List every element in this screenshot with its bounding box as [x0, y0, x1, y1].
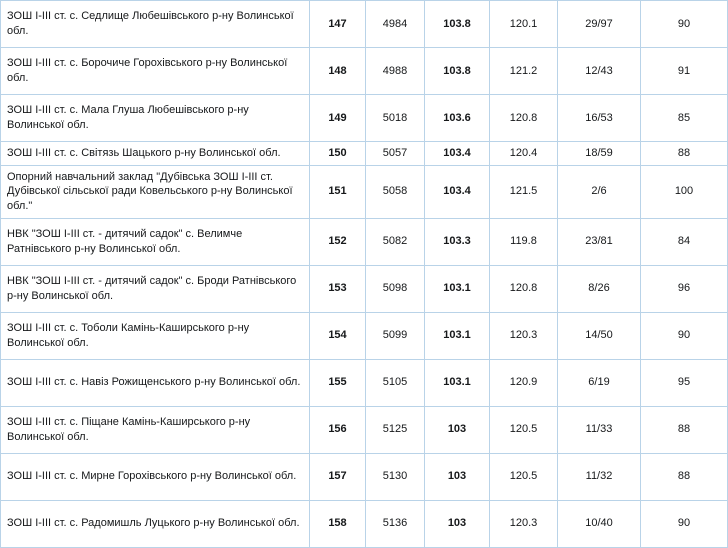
school-ratio: 8/26	[558, 265, 641, 312]
school-rank: 150	[310, 142, 366, 166]
school-last: 96	[641, 265, 728, 312]
school-name: ЗОШ I-III ст. с. Борочиче Горохівського р-ну Волинської обл.	[1, 48, 310, 95]
school-value2: 120.9	[490, 359, 558, 406]
school-value2: 120.5	[490, 453, 558, 500]
table-row	[1, 165, 728, 218]
school-value2: 120.8	[490, 265, 558, 312]
table-row	[1, 312, 728, 359]
school-code: 5018	[366, 95, 425, 142]
school-score: 103	[425, 406, 490, 453]
school-ratio: 10/40	[558, 500, 641, 547]
school-value2: 121.2	[490, 48, 558, 95]
school-score: 103.6	[425, 95, 490, 142]
school-ratio: 23/81	[558, 218, 641, 265]
table-body	[1, 1, 728, 548]
school-score: 103.3	[425, 218, 490, 265]
school-name: НВК "ЗОШ I-III ст. - дитячий садок" с. Велимче Ратнівського р-ну Волинської обл.	[1, 218, 310, 265]
table-row	[1, 500, 728, 547]
school-score: 103.4	[425, 142, 490, 166]
school-rank: 158	[310, 500, 366, 547]
school-rank: 151	[310, 165, 366, 218]
school-code: 4988	[366, 48, 425, 95]
school-rank: 157	[310, 453, 366, 500]
school-score: 103.4	[425, 165, 490, 218]
school-last: 88	[641, 142, 728, 166]
table-row	[1, 218, 728, 265]
school-value2: 120.3	[490, 500, 558, 547]
school-code: 5105	[366, 359, 425, 406]
school-name: ЗОШ I-III ст. с. Мала Глуша Любешівського р-ну Волинської обл.	[1, 95, 310, 142]
school-last: 88	[641, 453, 728, 500]
school-last: 91	[641, 48, 728, 95]
school-last: 90	[641, 500, 728, 547]
school-last: 90	[641, 1, 728, 48]
school-name: ЗОШ I-III ст. с. Седлище Любешівського р-ну Волинської обл.	[1, 1, 310, 48]
school-name: ЗОШ I-III ст. с. Мирне Горохівського р-ну Волинської обл.	[1, 453, 310, 500]
school-ratio: 16/53	[558, 95, 641, 142]
school-score: 103.1	[425, 265, 490, 312]
school-rank: 156	[310, 406, 366, 453]
school-score: 103	[425, 453, 490, 500]
school-code: 5058	[366, 165, 425, 218]
school-code: 5082	[366, 218, 425, 265]
school-rank: 155	[310, 359, 366, 406]
school-ratio: 14/50	[558, 312, 641, 359]
school-name: НВК "ЗОШ I-III ст. - дитячий садок" с. Броди Ратнівського р-ну Волинської обл.	[1, 265, 310, 312]
table-row	[1, 48, 728, 95]
table-row	[1, 142, 728, 166]
table-row	[1, 453, 728, 500]
school-score: 103.8	[425, 1, 490, 48]
school-ratio: 6/19	[558, 359, 641, 406]
school-last: 88	[641, 406, 728, 453]
school-last: 90	[641, 312, 728, 359]
school-name: ЗОШ I-III ст. с. Піщане Камінь-Каширського р-ну Волинської обл.	[1, 406, 310, 453]
school-ratio: 12/43	[558, 48, 641, 95]
school-last: 84	[641, 218, 728, 265]
school-value2: 120.3	[490, 312, 558, 359]
school-name: ЗОШ I-III ст. с. Світязь Шацького р-ну Волинської обл.	[1, 142, 310, 166]
school-code: 4984	[366, 1, 425, 48]
school-code: 5057	[366, 142, 425, 166]
school-ratio: 11/33	[558, 406, 641, 453]
school-value2: 120.1	[490, 1, 558, 48]
school-value2: 119.8	[490, 218, 558, 265]
table-row	[1, 95, 728, 142]
school-value2: 120.4	[490, 142, 558, 166]
school-last: 85	[641, 95, 728, 142]
school-name: ЗОШ I-III ст. с. Навіз Рожищенського р-ну Волинської обл.	[1, 359, 310, 406]
school-code: 5099	[366, 312, 425, 359]
school-rank: 148	[310, 48, 366, 95]
school-score: 103.1	[425, 359, 490, 406]
school-last: 95	[641, 359, 728, 406]
school-rank: 149	[310, 95, 366, 142]
school-ratio: 11/32	[558, 453, 641, 500]
school-code: 5098	[366, 265, 425, 312]
school-last: 100	[641, 165, 728, 218]
table-row	[1, 359, 728, 406]
school-score: 103.8	[425, 48, 490, 95]
school-rank: 147	[310, 1, 366, 48]
school-rank: 152	[310, 218, 366, 265]
school-value2: 120.8	[490, 95, 558, 142]
school-name: ЗОШ I-III ст. с. Тоболи Камінь-Каширського р-ну Волинської обл.	[1, 312, 310, 359]
school-code: 5125	[366, 406, 425, 453]
school-ratio: 18/59	[558, 142, 641, 166]
school-ratio: 2/6	[558, 165, 641, 218]
school-value2: 120.5	[490, 406, 558, 453]
school-rank: 154	[310, 312, 366, 359]
school-rank: 153	[310, 265, 366, 312]
school-score: 103.1	[425, 312, 490, 359]
table-row	[1, 265, 728, 312]
school-code: 5130	[366, 453, 425, 500]
school-name: Опорний навчальний заклад "Дубівська ЗОШ I-III ст. Дубівської сільської ради Ковельського р-ну Волинської обл."	[1, 165, 310, 218]
school-code: 5136	[366, 500, 425, 547]
school-ratio: 29/97	[558, 1, 641, 48]
table-row	[1, 406, 728, 453]
school-name: ЗОШ I-III ст. с. Радомишль Луцького р-ну Волинської обл.	[1, 500, 310, 547]
table-row	[1, 1, 728, 48]
school-score: 103	[425, 500, 490, 547]
school-value2: 121.5	[490, 165, 558, 218]
